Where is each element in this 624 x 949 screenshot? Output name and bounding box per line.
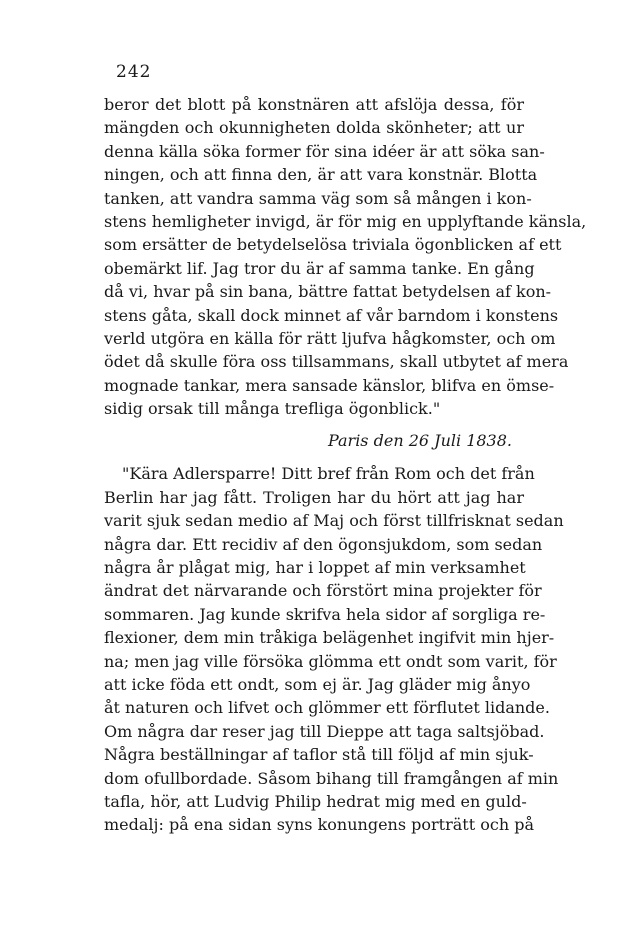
text-line: ningen, och att finna den, är att vara konstnär. Blotta	[104, 165, 538, 185]
text-line: varit sjuk sedan medio af Maj och först tillfrisknat sedan	[104, 511, 564, 531]
text-line: mängden och okunnigheten dolda skönheter; att ur	[104, 118, 524, 138]
paragraph-2	[104, 462, 564, 836]
text-line: sidig orsak till många trefliga ögonblick."	[104, 399, 441, 419]
text-line: mognade tankar, mera sansade känslor, blifva en ömse-	[104, 375, 555, 395]
text-line: som ersätter de betydelselösa triviala ögonblicken af ett	[104, 235, 562, 255]
text-line: Några beställningar af taflor stå till följd af min sjuk-	[104, 745, 534, 765]
letter-dateline: Paris den 26 Juli 1838.	[327, 431, 512, 451]
text-line: åt naturen och lifvet och glömmer ett förflutet lidande.	[104, 698, 550, 718]
text-line: denna källa söka former för sina idéer är att söka san-	[104, 141, 545, 161]
text-line: stens gåta, skall dock minnet af vår barndom i konstens	[104, 305, 559, 325]
text-line: tanken, att vandra samma väg som så mången i kon-	[104, 188, 532, 208]
page-number: 242	[116, 62, 152, 82]
text-line: sommaren. Jag kunde skrifva hela sidor af sorgliga re-	[104, 604, 546, 624]
body-text	[104, 93, 587, 837]
text-line: Berlin har jag fått. Troligen har du hört att jag har	[104, 487, 524, 507]
text-line: ödet då skulle föra oss tillsammans, skall utbytet af mera	[104, 352, 569, 372]
text-line: att icke föda ett ondt, som ej är. Jag gläder mig ånyo	[104, 674, 531, 694]
text-line: beror det blott på konstnären att afslöja dessa, för	[104, 95, 524, 114]
text-line: stens hemligheter invigd, är för mig en upplyftande känsla,	[104, 211, 587, 231]
text-line: ändrat det närvarande och förstört mina projekter för	[104, 581, 542, 601]
text-line: dom ofullbordade. Såsom bihang till framgången af min	[104, 768, 559, 788]
text-line: tafla, hör, att Ludvig Philip hedrat mig med en guld-	[104, 791, 527, 811]
text-line: Om några dar reser jag till Dieppe att taga saltsjöbad.	[104, 721, 545, 741]
text-line: några år plågat mig, har i loppet af min verksamhet	[104, 558, 526, 578]
text-line: na; men jag ville försöka glömma ett ondt som varit, för	[104, 651, 557, 671]
paragraph-1	[104, 93, 587, 420]
text-line: flexioner, dem min tråkiga belägenhet ingifvit min hjer-	[104, 628, 555, 648]
text-line: verld utgöra en källa för rätt ljufva hågkomster, och om	[104, 328, 556, 348]
text-line: då vi, hvar på sin bana, bättre fattat betydelsen af kon-	[104, 282, 552, 302]
text-line: några dar. Ett recidiv af den ögonsjukdom, som sedan	[104, 534, 543, 554]
text-line: "Kära Adlersparre! Ditt bref från Rom och det från	[122, 464, 535, 484]
text-line: medalj: på ena sidan syns konungens porträtt och på	[104, 815, 534, 835]
text-line: obemärkt lif. Jag tror du är af samma tanke. En gång	[104, 258, 535, 278]
